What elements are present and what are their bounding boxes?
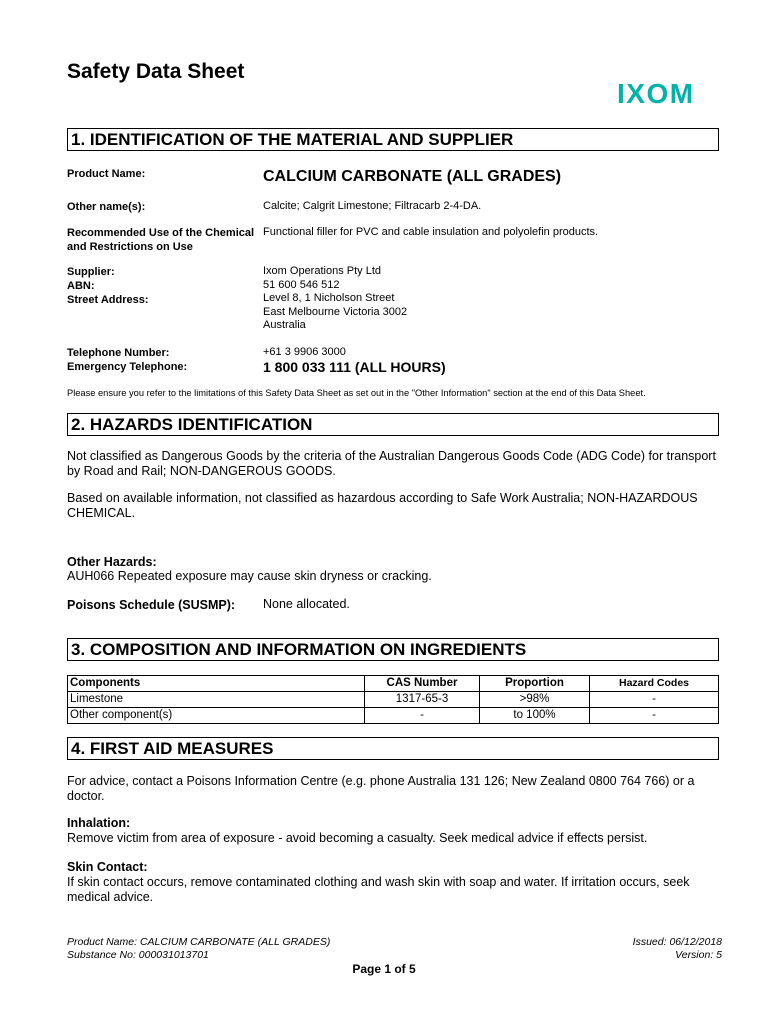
footer-left	[67, 936, 330, 962]
telephone-value: +61 3 9906 3000	[263, 346, 346, 358]
abn-label: ABN:	[67, 280, 95, 292]
skin-contact-line2: medical advice.	[67, 890, 154, 904]
hazardous-line1: Based on available information, not classified as hazardous according to Safe Work Australia; NON-HAZARDOUS	[67, 491, 698, 505]
footer-product-name: Product Name: CALCIUM CARBONATE (ALL GRADES)	[67, 936, 331, 948]
column-header-proportion: Proportion	[480, 676, 590, 692]
other-hazards-value: AUH066 Repeated exposure may cause skin dryness or cracking.	[67, 569, 432, 583]
poisons-schedule-label: Poisons Schedule (SUSMP):	[67, 598, 236, 612]
table-row	[68, 692, 719, 708]
column-header-components: Components	[68, 676, 365, 692]
supplier-labels	[67, 265, 149, 307]
inhalation-label: Inhalation:	[67, 816, 131, 830]
address-line1: Level 8, 1 Nicholson Street	[263, 292, 395, 304]
street-address-label: Street Address:	[67, 294, 149, 306]
cell-proportion: to 100%	[480, 708, 590, 724]
section-1-title: 1. IDENTIFICATION OF THE MATERIAL AND SUPPLIER	[71, 130, 514, 149]
section-4-title: 4. FIRST AID MEASURES	[71, 739, 274, 758]
product-name-value: CALCIUM CARBONATE (ALL GRADES)	[263, 168, 562, 185]
skin-contact-line1: If skin contact occurs, remove contaminated clothing and wash skin with soap and water. If irritation occurs, seek	[67, 875, 690, 889]
footer-version: Version: 5	[675, 949, 722, 961]
section-3-title: 3. COMPOSITION AND INFORMATION ON INGREDIENTS	[71, 640, 527, 659]
footer-right	[633, 936, 722, 962]
skin-contact-value	[67, 875, 690, 905]
first-aid-advice-line1: For advice, contact a Poisons Information Centre (e.g. phone Australia 131 126; New Zealand 0800 764 766) or a	[67, 774, 695, 788]
footer-issued-date: Issued: 06/12/2018	[632, 936, 722, 948]
other-names-value: Calcite; Calgrit Limestone; Filtracarb 2-4-DA.	[263, 200, 482, 212]
poisons-schedule-value: None allocated.	[263, 597, 350, 611]
recommended-use-label-line2: and Restrictions on Use	[67, 241, 193, 253]
other-names-label: Other name(s):	[67, 201, 146, 213]
telephone-labels	[67, 346, 187, 374]
page-number: Page 1 of 5	[352, 962, 416, 976]
table-header-row	[68, 676, 719, 692]
dangerous-goods-paragraph	[67, 449, 716, 479]
cell-hazard-codes: -	[590, 692, 719, 708]
footer-substance-number: Substance No: 000031013701	[67, 949, 209, 961]
cell-component: Other component(s)	[68, 708, 365, 724]
cell-hazard-codes: -	[590, 708, 719, 724]
table-row	[68, 708, 719, 724]
column-header-hazard-codes: Hazard Codes	[590, 676, 719, 692]
dangerous-goods-line2: by Road and Rail; NON-DANGEROUS GOODS.	[67, 464, 336, 478]
emergency-telephone-label: Emergency Telephone:	[67, 361, 188, 373]
hazardous-paragraph	[67, 491, 698, 521]
product-name-label: Product Name:	[67, 168, 146, 180]
recommended-use-value: Functional filler for PVC and cable insulation and polyolefin products.	[263, 226, 599, 238]
limitations-note: Please ensure you refer to the limitations of this Safety Data Sheet as set out in the "Other Information" section at the end of this Data Sheet.	[67, 388, 646, 398]
composition-table	[67, 675, 719, 724]
supplier-value: Ixom Operations Pty Ltd	[263, 265, 381, 277]
skin-contact-label: Skin Contact:	[67, 860, 148, 874]
first-aid-advice-line2: doctor.	[67, 789, 105, 803]
other-hazards-label: Other Hazards:	[67, 555, 157, 569]
cell-cas-number: -	[365, 708, 480, 724]
hazardous-line2: CHEMICAL.	[67, 506, 136, 520]
abn-value: 51 600 546 512	[263, 278, 340, 291]
first-aid-advice	[67, 774, 694, 804]
section-3-header	[67, 638, 719, 661]
ixom-logo: IXOM	[617, 78, 695, 109]
recommended-use-label-line1: Recommended Use of the Chemical	[67, 227, 255, 239]
column-header-cas-number: CAS Number	[365, 676, 480, 692]
supplier-label: Supplier:	[67, 266, 115, 278]
cell-proportion: >98%	[480, 692, 590, 708]
dangerous-goods-line1: Not classified as Dangerous Goods by the criteria of the Australian Dangerous Goods Code (ADG Code) for transport	[67, 449, 716, 463]
section-1-header	[67, 128, 719, 151]
address-line3: Australia	[263, 319, 306, 331]
recommended-use-label	[67, 226, 254, 254]
cell-component: Limestone	[68, 692, 365, 708]
emergency-telephone-value: 1 800 033 111 (ALL HOURS)	[263, 359, 446, 375]
section-2-header	[67, 413, 719, 436]
supplier-values	[263, 265, 407, 333]
section-2-title: 2. HAZARDS IDENTIFICATION	[71, 415, 313, 434]
cell-cas-number: 1317-65-3	[365, 692, 480, 708]
inhalation-value: Remove victim from area of exposure - avoid becoming a casualty. Seek medical advice if effects persist.	[67, 831, 648, 845]
document-title: Safety Data Sheet	[67, 60, 245, 83]
telephone-label: Telephone Number:	[67, 347, 170, 359]
section-4-header	[67, 737, 719, 760]
address-line2: East Melbourne Victoria 3002	[263, 305, 408, 318]
